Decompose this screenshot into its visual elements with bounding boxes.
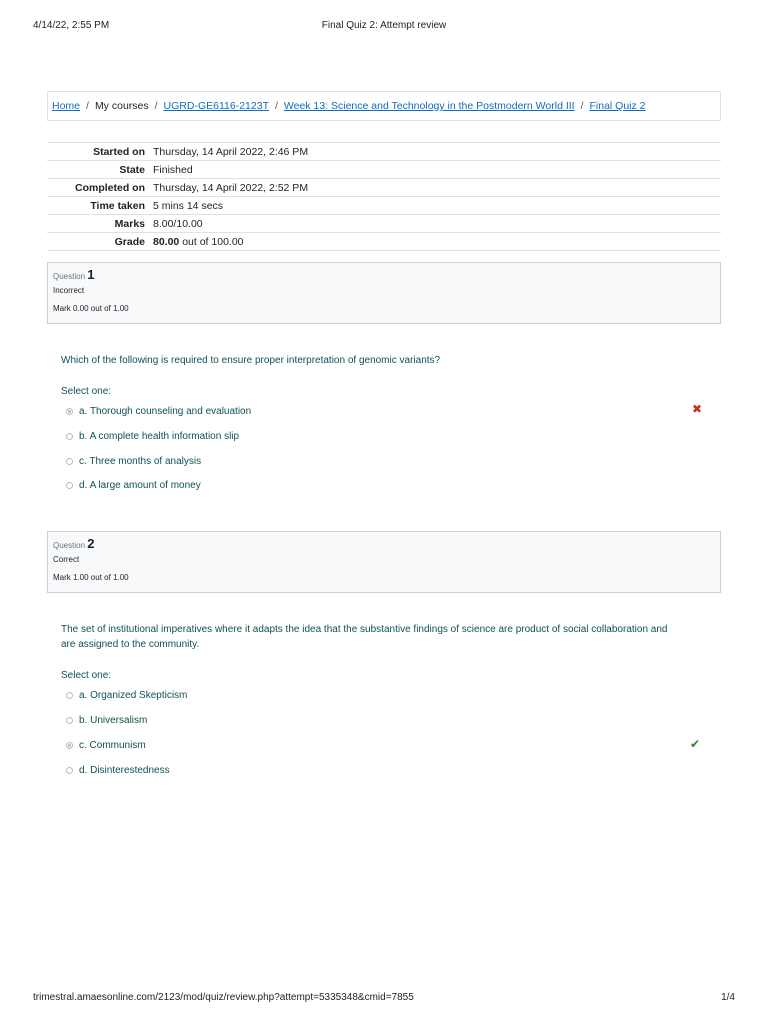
- radio-button[interactable]: [66, 458, 73, 465]
- radio-button[interactable]: [66, 433, 73, 440]
- summary-label: Completed on: [75, 181, 145, 194]
- summary-label: Grade: [114, 235, 145, 248]
- breadcrumb-separator: /: [154, 100, 158, 112]
- attempt-summary-table: [47, 142, 721, 251]
- summary-value: 8.00/10.00: [153, 217, 203, 230]
- breadcrumb-quiz-link[interactable]: Final Quiz 2: [589, 100, 646, 112]
- question-1-option-c[interactable]: [66, 454, 201, 468]
- question-2-option-d[interactable]: [66, 763, 170, 777]
- radio-button[interactable]: [66, 692, 73, 699]
- radio-button-selected[interactable]: [66, 408, 73, 415]
- summary-row-started-on: [47, 143, 721, 161]
- option-label: a. Thorough counseling and evaluation: [79, 405, 252, 417]
- question-1-text: Which of the following is required to ensure proper interpretation of genomic variants?: [61, 355, 441, 366]
- breadcrumb: [47, 91, 721, 121]
- option-label: d. A large amount of money: [79, 479, 201, 491]
- summary-label: Started on: [93, 145, 145, 158]
- print-header: [33, 20, 735, 34]
- breadcrumb-home-link[interactable]: Home: [52, 100, 81, 112]
- cross-icon: ✖: [692, 402, 703, 416]
- question-text-line: The set of institutional imperatives where it adapts the idea that the substantive findings of science are product of social collaboration and: [61, 624, 668, 635]
- question-state: Incorrect: [53, 286, 85, 295]
- question-2-info: [47, 531, 721, 593]
- question-2-select-label: Select one:: [61, 670, 112, 681]
- print-title: Final Quiz 2: Attempt review: [321, 20, 447, 31]
- radio-button[interactable]: [66, 482, 73, 489]
- question-number: 2: [87, 536, 95, 551]
- breadcrumb-my-courses: My courses: [94, 100, 149, 112]
- question-text-line: are assigned to the community.: [61, 639, 200, 650]
- summary-row-time-taken: [47, 197, 721, 215]
- radio-button[interactable]: [66, 717, 73, 724]
- summary-value: Thursday, 14 April 2022, 2:46 PM: [153, 145, 309, 158]
- question-prefix: Question: [53, 541, 86, 550]
- print-url: trimestral.amaesonline.com/2123/mod/quiz/review.php?attempt=5335348&cmid=7855: [33, 992, 414, 1003]
- breadcrumb-week-link[interactable]: Week 13: Science and Technology in the Postmodern World III: [283, 100, 575, 112]
- option-label: d. Disinterestedness: [79, 764, 170, 776]
- check-icon: ✔: [690, 737, 701, 751]
- summary-value: [151, 233, 721, 251]
- question-1-select-label: Select one:: [61, 386, 112, 397]
- question-2-option-c[interactable]: [66, 738, 146, 752]
- print-footer: [33, 992, 735, 1006]
- summary-label: Time taken: [90, 199, 145, 212]
- option-label: c. Communism: [79, 739, 146, 751]
- question-mark: Mark 0.00 out of 1.00: [53, 304, 129, 313]
- summary-row-grade: [47, 233, 721, 251]
- option-label: b. A complete health information slip: [79, 430, 240, 442]
- option-label: b. Universalism: [79, 714, 148, 726]
- breadcrumb-course-link[interactable]: UGRD-GE6116-2123T: [163, 100, 269, 112]
- breadcrumb-separator: /: [274, 100, 278, 112]
- option-label: c. Three months of analysis: [79, 455, 202, 467]
- question-2-option-a[interactable]: [66, 688, 187, 702]
- question-2-text: [61, 622, 709, 652]
- question-1-option-d[interactable]: [66, 478, 201, 492]
- question-number: 1: [87, 267, 95, 282]
- radio-button-selected[interactable]: [66, 742, 73, 749]
- question-prefix: Question: [53, 272, 86, 281]
- question-1-info: [47, 262, 721, 324]
- radio-button[interactable]: [66, 767, 73, 774]
- summary-row-marks: [47, 215, 721, 233]
- summary-value: 5 mins 14 secs: [153, 199, 224, 212]
- question-mark: Mark 1.00 out of 1.00: [53, 573, 129, 582]
- page-number: 1/4: [721, 992, 735, 1003]
- summary-row-state: [47, 161, 721, 179]
- breadcrumb-separator: /: [580, 100, 584, 112]
- option-label: a. Organized Skepticism: [79, 689, 188, 701]
- summary-value: Finished: [153, 163, 193, 176]
- question-1-option-a[interactable]: [66, 404, 251, 418]
- question-1-option-b[interactable]: [66, 429, 239, 443]
- grade-out-of: out of 100.00: [179, 235, 244, 248]
- breadcrumb-separator: /: [86, 100, 89, 112]
- summary-label: State: [119, 163, 145, 176]
- summary-row-completed-on: [47, 179, 721, 197]
- question-2-option-b[interactable]: [66, 713, 147, 727]
- question-state: Correct: [53, 555, 80, 564]
- summary-label: Marks: [114, 217, 145, 230]
- grade-score: 80.00: [153, 235, 180, 248]
- print-datetime: 4/14/22, 2:55 PM: [33, 20, 110, 31]
- summary-value: Thursday, 14 April 2022, 2:52 PM: [153, 181, 309, 194]
